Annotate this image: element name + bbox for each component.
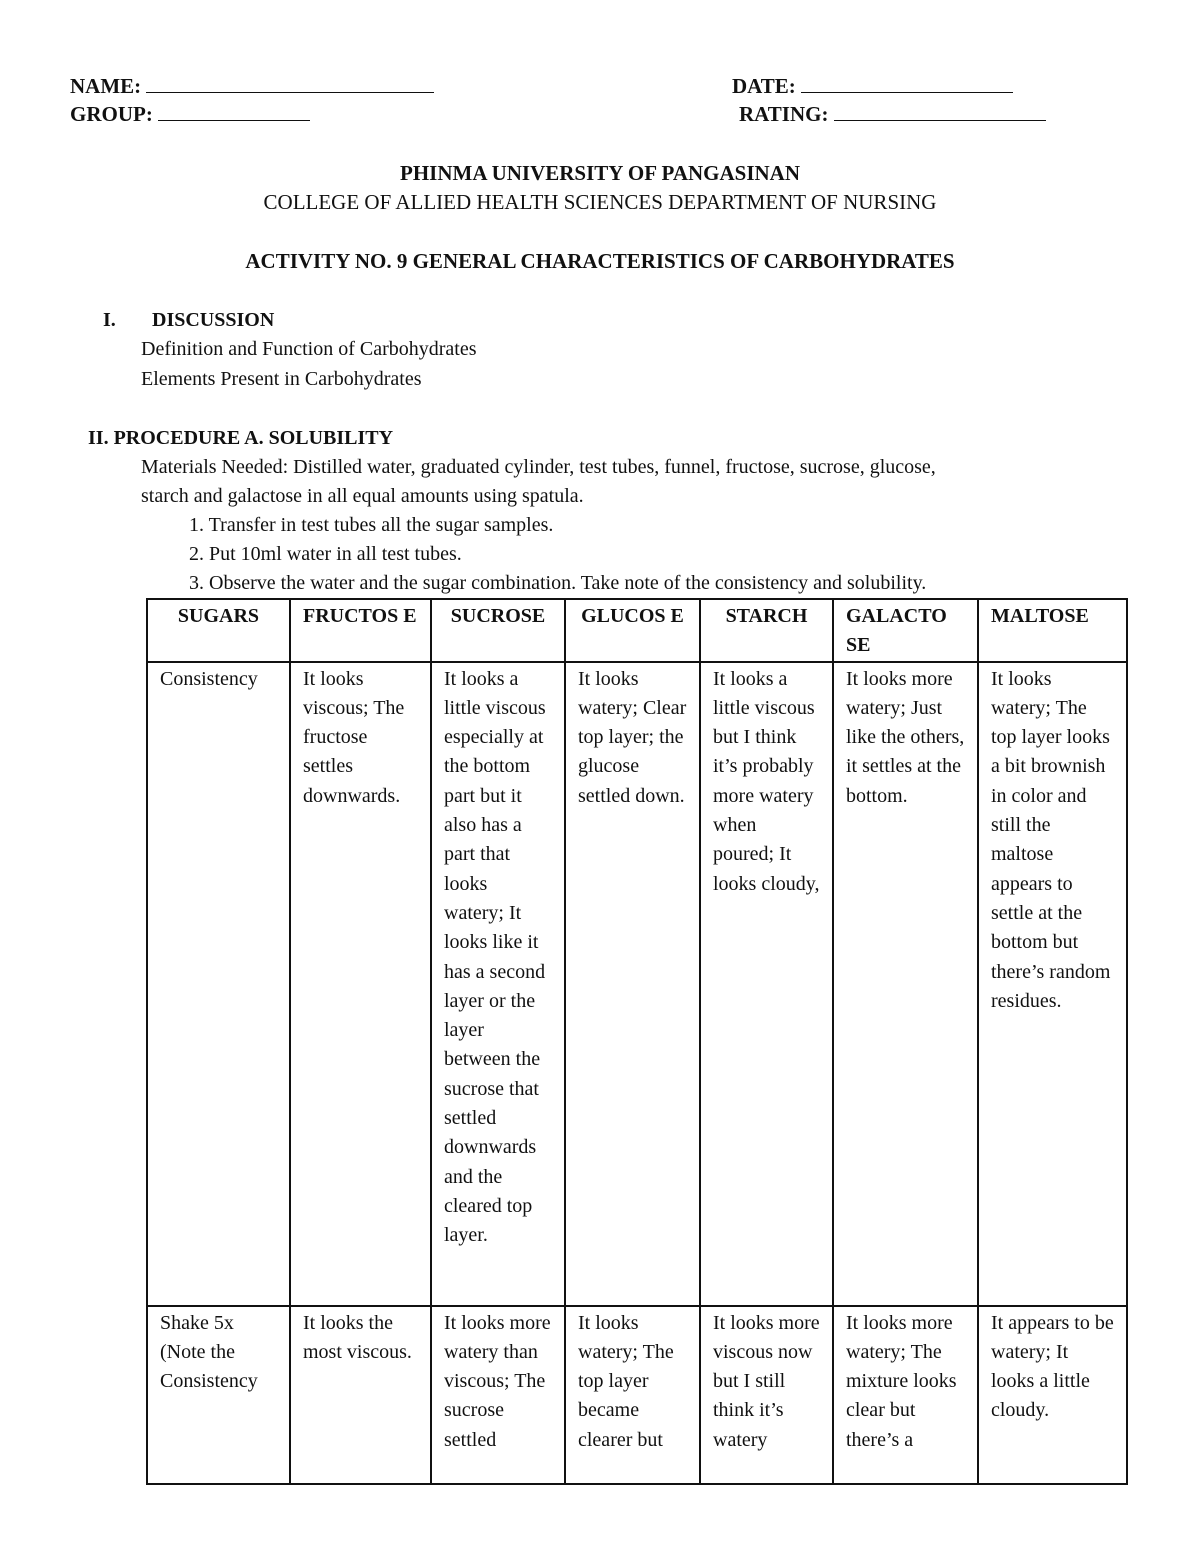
table-cell: It looks a little viscous but I think it’s probably more watery when poured; It looks cloudy, (700, 662, 833, 1306)
date-label: DATE: (732, 74, 796, 98)
table-cell: It looks a little viscous especially at the bottom part but it also has a part that looks watery; It looks like it has a second layer or the layer between the sucrose that settled downwards and the cleared top layer. (431, 662, 565, 1306)
table-header-cell: GALACTO SE (833, 599, 978, 662)
table-header-cell: SUCROSE (431, 599, 565, 662)
name-field[interactable] (70, 74, 434, 99)
procedure-step: 1. Transfer in test tubes all the sugar samples. (189, 514, 554, 536)
group-line[interactable] (158, 102, 310, 121)
table-header-cell: STARCH (700, 599, 833, 662)
discussion-item: Definition and Function of Carbohydrates (141, 338, 477, 360)
table-cell: It looks more watery; The mixture looks clear but there’s a (833, 1306, 978, 1484)
solubility-table (146, 598, 1128, 1485)
procedure-step: 2. Put 10ml water in all test tubes. (189, 543, 462, 565)
college-title: COLLEGE OF ALLIED HEALTH SCIENCES DEPARTMENT OF NURSING (263, 190, 937, 214)
table-row (147, 1306, 1127, 1484)
materials-line: starch and galactose in all equal amounts using spatula. (141, 485, 584, 507)
table-cell: It looks more watery than viscous; The sucrose settled (431, 1306, 565, 1484)
date-field[interactable] (732, 74, 1013, 99)
materials-line: Materials Needed: Distilled water, graduated cylinder, test tubes, funnel, fructose, sucrose, glucose, (141, 456, 936, 478)
discussion-numeral: I. (103, 309, 116, 331)
rating-field[interactable] (739, 102, 1046, 127)
procedure-heading: II. PROCEDURE A. SOLUBILITY (88, 427, 394, 449)
activity-title: ACTIVITY NO. 9 GENERAL CHARACTERISTICS OF CARBOHYDRATES (245, 249, 955, 273)
table-cell: It looks more viscous now but I still think it’s watery (700, 1306, 833, 1484)
table-header-cell: MALTOSE (978, 599, 1127, 662)
table-cell: It looks watery; The top layer became clearer but (565, 1306, 700, 1484)
date-line[interactable] (801, 74, 1013, 93)
university-title: PHINMA UNIVERSITY OF PANGASINAN (400, 161, 800, 185)
table-cell: It looks more watery; Just like the others, it settles at the bottom. (833, 662, 978, 1306)
rating-line[interactable] (834, 102, 1046, 121)
table-row (147, 662, 1127, 1306)
table-cell: It looks watery; The top layer looks a bit brownish in color and still the maltose appears to settle at the bottom but there’s random residues. (978, 662, 1127, 1306)
table-header-cell: FRUCTOS E (290, 599, 431, 662)
row-label: Consistency (147, 662, 290, 1306)
row-label: Shake 5x (Note the Consistency (147, 1306, 290, 1484)
table-cell: It appears to be watery; It looks a little cloudy. (978, 1306, 1127, 1484)
discussion-heading: DISCUSSION (152, 309, 275, 331)
table-header-cell: SUGARS (147, 599, 290, 662)
discussion-item: Elements Present in Carbohydrates (141, 368, 422, 390)
table-cell: It looks watery; Clear top layer; the glucose settled down. (565, 662, 700, 1306)
rating-label: RATING: (739, 102, 829, 126)
group-label: GROUP: (70, 102, 153, 126)
group-field[interactable] (70, 102, 310, 127)
table-header-row (147, 599, 1127, 662)
procedure-step: 3. Observe the water and the sugar combination. Take note of the consistency and solubility. (189, 572, 927, 594)
table-cell: It looks the most viscous. (290, 1306, 431, 1484)
name-line[interactable] (146, 74, 434, 93)
table-cell: It looks viscous; The fructose settles downwards. (290, 662, 431, 1306)
name-label: NAME: (70, 74, 142, 98)
table-header-cell: GLUCOS E (565, 599, 700, 662)
